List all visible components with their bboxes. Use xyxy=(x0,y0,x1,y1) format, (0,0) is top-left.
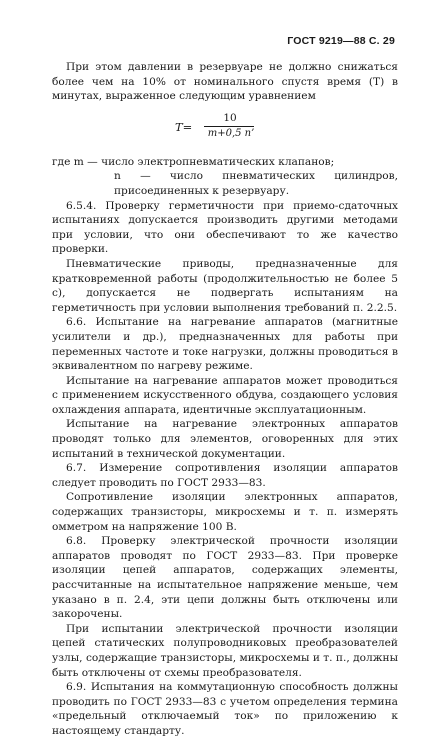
paragraph-dielectric-strength: При испытании электрической прочности изоляции цепей статических полупроводниковых преобразователей узлы, содержащие транзисторы, микросхемы и т. п., должны быть отключены от схемы преобразователя. xyxy=(52,622,398,679)
paragraph-pneumatic-drives: Пневматические приводы, предназначенные для кратковременной работы (продолжительностью не более 5 с), допускается не подвергать испытаниям на герметичность при условии выполнения требований п. 2.2.5. xyxy=(52,257,398,314)
paragraph-heating-airflow: Испытание на нагревание аппаратов может проводиться с применением искусственного обдува, создающего условия охлаждения аппарата, идентичные эксплуатационным. xyxy=(52,374,398,416)
formula xyxy=(52,107,398,151)
formula-denominator: m+0,5 n’ xyxy=(207,127,255,139)
page-header: ГОСТ 9219—88 С. 29 xyxy=(287,35,395,47)
definition-m: где m — число электропневматических клапанов; xyxy=(52,155,335,168)
formula-lhs: T= xyxy=(175,119,193,134)
paragraph-6-5-4: 6.5.4. Проверку герметичности при приемо-сдаточных испытаниях допускается производить другими методами при условии, что они обеспечивают то же качество проверки. xyxy=(52,199,398,256)
intro-paragraph: При этом давлении в резервуаре не должно снижаться более чем на 10% от номинального спустя время (T) в минутах, выраженное следующим уравнением xyxy=(52,61,398,103)
paragraph-insulation-resistance: Сопротивление изоляции электронных аппаратов, содержащих транзисторы, микросхемы и т. п. измерять омметром на напряжение 100 В. xyxy=(52,491,398,533)
paragraph-heating-electronic: Испытание на нагревание электронных аппаратов проводят только для элементов, оговоренных для этих испытаний в технической документации. xyxy=(52,418,398,460)
paragraph-6-9: 6.9. Испытания на коммутационную способность должны проводить по ГОСТ 2933—83 с учетом определения термина «предельный отключаемый ток» по приложению к настоящему стандарту. xyxy=(52,681,398,737)
paragraph-6-7: 6.7. Измерение сопротивления изоляции аппаратов следует проводить по ГОСТ 2933—83. xyxy=(52,462,398,489)
definition-n: n — число пневматических цилиндров, присоединенных к резервуару. xyxy=(114,170,398,197)
paragraph-6-8: 6.8. Проверку электрической прочности изоляции аппаратов проводят по ГОСТ 2933—83. При проверке изоляции цепей аппаратов, содержащих элементы, рассчитанные на испытательное напряжение меньше, чем указано в п. 2.4, эти цепи должны быть отключены или закорочены. xyxy=(52,535,398,621)
paragraph-6-6: 6.6. Испытание на нагревание аппаратов (магнитные усилители и др.), предназначенных для работы при переменных частоте и токе нагрузки, должны проводиться в эквивалентном по нагреву режиме. xyxy=(52,316,398,373)
formula-numerator: 10 xyxy=(223,111,237,124)
document-body xyxy=(52,60,398,739)
variable-definitions xyxy=(52,155,398,199)
